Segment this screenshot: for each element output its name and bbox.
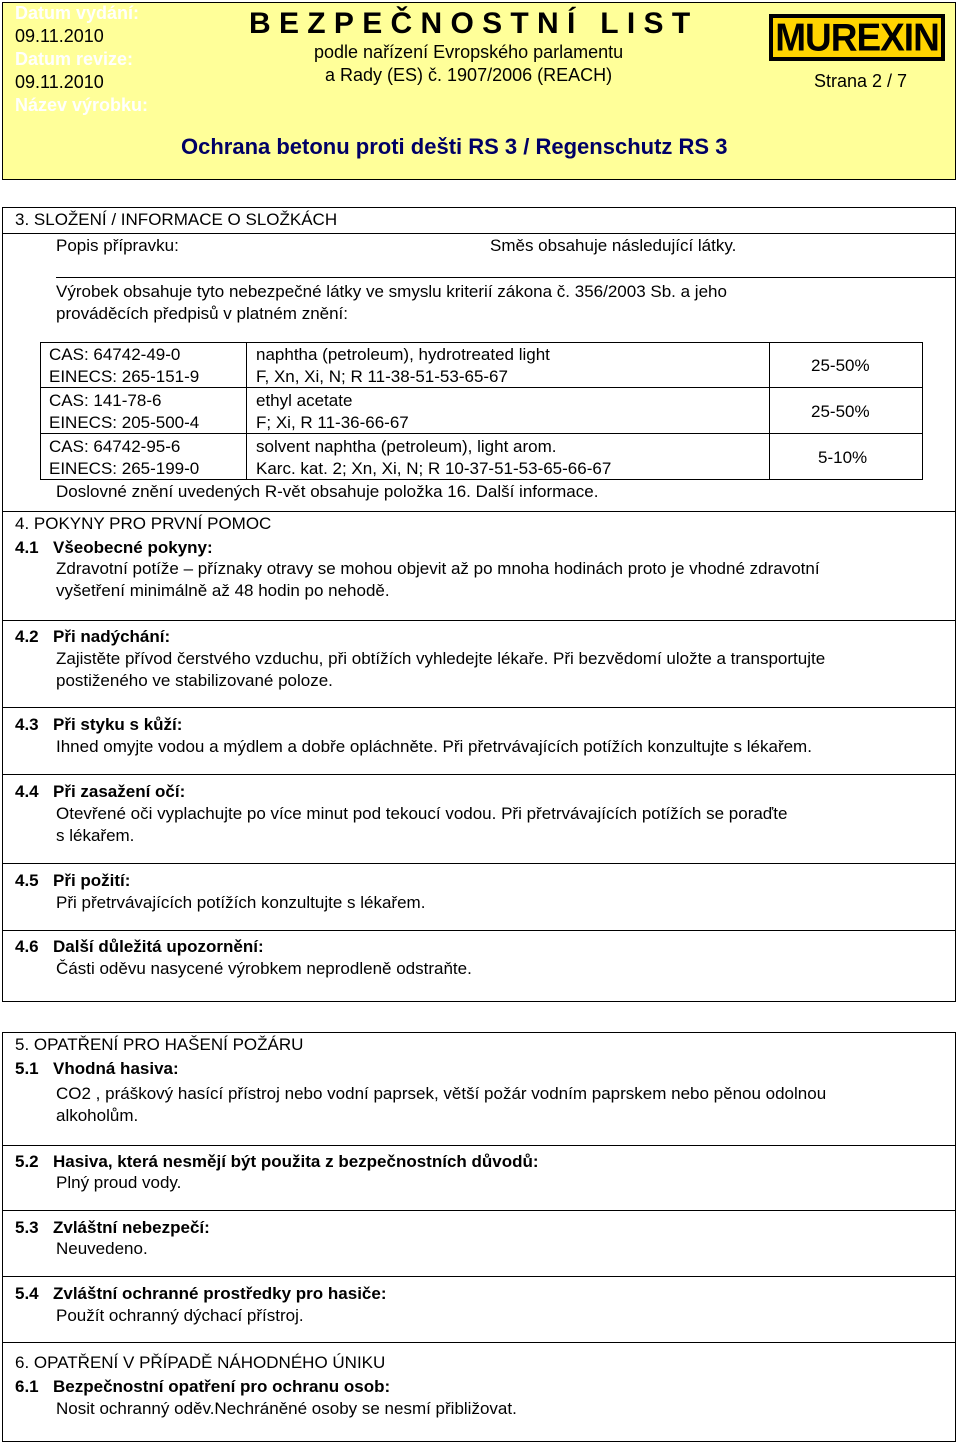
item-number: 4.1: [15, 538, 39, 557]
revision-date-label: Datum revize:: [15, 49, 134, 69]
item-text-line: Ihned omyjte vodou a mýdlem a dobře opláchněte. Při přetrvávajících potížích konzultujte s lékařem.: [56, 737, 812, 756]
item-text-line: postiženého ve stabilizované poloze.: [56, 671, 333, 690]
item-text-line: Nosit ochranný oděv.Nechráněné osoby se nesmí přibližovat.: [56, 1399, 517, 1418]
item-title: Při požití:: [53, 871, 131, 890]
issue-date: 09.11.2010: [15, 26, 104, 46]
item-text-line: CO2 , práškový hasící přístroj nebo vodní paprsek, větší požár vodním paprskem nebo pěnou odolnou: [56, 1084, 827, 1103]
product-name: Ochrana betonu proti dešti RS 3 / Regenschutz RS 3: [181, 134, 728, 159]
section-4-heading: 4. POKYNY PRO PRVNÍ POMOC: [15, 514, 272, 533]
item-title: Hasiva, která nesmějí být použita z bezpečnostních důvodů:: [53, 1152, 539, 1171]
substance-name: naphtha (petroleum), hydrotreated light: [256, 345, 550, 364]
logo-text: MUREXIN: [775, 15, 939, 59]
section-6-box: [2, 1342, 956, 1442]
section-3-box: [2, 207, 956, 512]
item-title: Při zasažení očí:: [53, 782, 186, 801]
substance-einecs: EINECS: 265-199-0: [49, 459, 200, 478]
substance-classification: F, Xn, Xi, N; R 11-38-51-53-65-67: [256, 367, 508, 386]
item-title: Bezpečnostní opatření pro ochranu osob:: [53, 1377, 391, 1396]
item-number: 5.4: [15, 1284, 39, 1303]
substance-concentration: 5-10%: [818, 448, 868, 467]
item-text-line: Části oděvu nasycené výrobkem neprodleně odstraňte.: [56, 959, 472, 978]
r-phrases-note: Doslovné znění uvedených R-vět obsahuje položka 16. Další informace.: [56, 482, 599, 501]
intro-line-2: prováděcích předpisů v platném znění:: [56, 304, 349, 323]
section-4-box: [2, 511, 956, 1002]
item-title: Všeobecné pokyny:: [53, 538, 213, 557]
item-number: 4.6: [15, 937, 39, 956]
item-text-line: vyšetření minimálně až 48 hodin po nehodě.: [56, 581, 390, 600]
intro-line-1: Výrobek obsahuje tyto nebezpečné látky ve smyslu kriterií zákona č. 356/2003 Sb. a jeho: [56, 282, 727, 301]
item-title: Při nadýchání:: [53, 627, 171, 646]
substance-name: ethyl acetate: [256, 391, 353, 410]
substance-einecs: EINECS: 265-151-9: [49, 367, 200, 386]
substance-einecs: EINECS: 205-500-4: [49, 413, 200, 432]
section-3-heading: 3. SLOŽENÍ / INFORMACE O SLOŽKÁCH: [15, 210, 338, 229]
issue-date-label: Datum vydání:: [15, 3, 140, 23]
item-text-line: Neuvedeno.: [56, 1239, 148, 1258]
substance-cas: CAS: 64742-95-6: [49, 437, 181, 456]
subtitle-line-1: podle nařízení Evropského parlamentu: [314, 42, 624, 62]
substance-concentration: 25-50%: [811, 402, 870, 421]
substance-cas: CAS: 64742-49-0: [49, 345, 181, 364]
section-5-heading: 5. OPATŘENÍ PRO HAŠENÍ POŽÁRU: [15, 1035, 304, 1054]
item-text-line: Otevřené oči vyplachujte po více minut pod tekoucí vodou. Při přetrvávajících potížích se poraďte: [56, 804, 788, 823]
substance-classification: Karc. kat. 2; Xn, Xi, N; R 10-37-51-53-65-66-67: [256, 459, 612, 478]
item-number: 4.5: [15, 871, 39, 890]
substance-name: solvent naphtha (petroleum), light arom.: [256, 437, 557, 456]
preparation-desc-label: Popis přípravku:: [56, 236, 179, 255]
substance-classification: F; Xi, R 11-36-66-67: [256, 413, 409, 432]
section-5-box: [2, 1032, 956, 1342]
item-title: Zvláštní ochranné prostředky pro hasiče:: [53, 1284, 387, 1303]
item-title: Další důležitá upozornění:: [53, 937, 264, 956]
product-label: Název výrobku:: [15, 95, 149, 115]
item-number: 5.3: [15, 1218, 39, 1237]
subtitle-line-2: a Rady (ES) č. 1907/2006 (REACH): [325, 65, 613, 85]
item-number: 4.2: [15, 627, 39, 646]
item-title: Při styku s kůží:: [53, 715, 183, 734]
substance-concentration: 25-50%: [811, 356, 870, 375]
preparation-desc-value: Směs obsahuje následující látky.: [490, 236, 737, 255]
section-6-heading: 6. OPATŘENÍ V PŘÍPADĚ NÁHODNÉHO ÚNIKU: [15, 1353, 386, 1372]
item-text-line: Použít ochranný dýchací přístroj.: [56, 1306, 304, 1325]
item-number: 4.4: [15, 782, 39, 801]
substance-cas: CAS: 141-78-6: [49, 391, 162, 410]
item-title: Zvláštní nebezpečí:: [53, 1218, 210, 1237]
item-number: 6.1: [15, 1377, 39, 1396]
item-number: 5.1: [15, 1059, 39, 1078]
item-title: Vhodná hasiva:: [53, 1059, 179, 1078]
item-text-line: s lékařem.: [56, 826, 135, 845]
murexin-logo: [769, 14, 945, 61]
item-number: 5.2: [15, 1152, 39, 1171]
page-number: Strana 2 / 7: [814, 71, 908, 91]
revision-date: 09.11.2010: [15, 72, 104, 92]
item-text-line: Plný proud vody.: [56, 1173, 182, 1192]
item-text-line: Při přetrvávajících potížích konzultujte s lékařem.: [56, 893, 426, 912]
item-number: 4.3: [15, 715, 39, 734]
item-text-line: Zajistěte přívod čerstvého vzduchu, při obtížích vyhledejte lékaře. Při bezvědomí uložte a transportujte: [56, 649, 826, 668]
document-title: BEZPEČNOSTNÍ LIST: [249, 7, 699, 40]
item-text-line: Zdravotní potíže – příznaky otravy se mohou objevit až po mnoha hodinách proto je vhodné zdravotní: [56, 559, 820, 578]
item-text-line: alkoholům.: [56, 1106, 139, 1125]
